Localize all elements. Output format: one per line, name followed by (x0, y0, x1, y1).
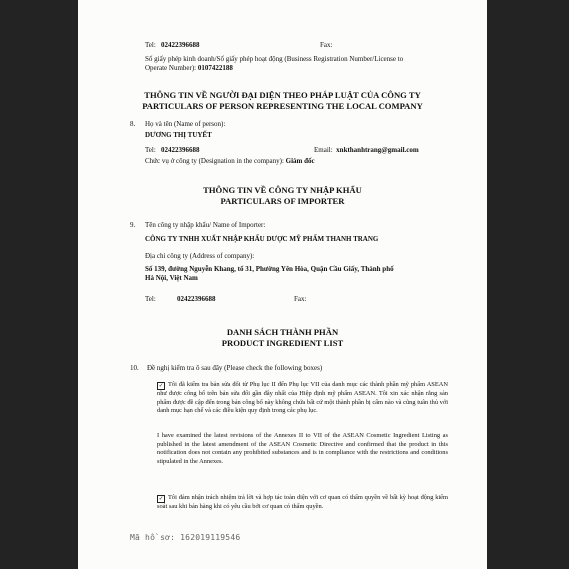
representative-item-number: 8. (130, 120, 136, 128)
file-code-stamp: Mã hồ sơ: 162019119546 (130, 533, 241, 542)
local-company-fax: Fax: (320, 41, 333, 49)
importer-tel-label: Tel: (145, 295, 156, 303)
importer-address-line-1: Số 139, đường Nguyễn Khang, tổ 31, Phường Yên Hòa, Quận Cầu Giấy, Thành phố (145, 265, 394, 273)
ingredients-instruction: Đề nghị kiểm tra ô sau đây (Please check the following boxes) (147, 364, 323, 372)
checkbox-paragraph-1-en: I have examined the latest revisions of the Annexes II to VII of the ASEAN Cosmetic Ingredient Listing as published in the latest amendment of the ASEAN Cosmetic Directive and confirmed that the product in this notification does not contain any prohibited substances and is in compliance with the restrictions and conditions stipulated in the Annexes. (157, 432, 448, 465)
local-company-tel: Tel: 02422396688 (145, 41, 200, 49)
checkbox-checked-icon[interactable]: ✓ (158, 496, 164, 502)
importer-name-value: CÔNG TY TNHH XUẤT NHẬP KHẨU DƯỢC MỸ PHẨM THANH TRANG (145, 235, 379, 243)
ingredients-heading-vi: DANH SÁCH THÀNH PHẦN (226, 327, 339, 337)
importer-heading-en: PARTICULARS OF IMPORTER (220, 196, 345, 206)
representative-heading-vi: THÔNG TIN VỀ NGƯỜI ĐẠI DIỆN THEO PHÁP LUẬT CỦA CÔNG TY (144, 90, 421, 100)
importer-name-label: Tên công ty nhập khẩu/ Name of Importer: (145, 221, 266, 229)
representative-tel: Tel: 02422396688 (145, 146, 200, 154)
ingredients-heading-en: PRODUCT INGREDIENT LIST (221, 338, 344, 348)
importer-item-number: 9. (130, 221, 136, 229)
license-line-2: Operate Number): 0107422188 (145, 64, 233, 72)
viewer-left-margin (0, 0, 78, 569)
importer-address-label: Địa chỉ công ty (Address of company): (145, 252, 255, 260)
checkbox-checked-icon[interactable]: ✓ (158, 383, 164, 389)
license-line-1: Số giấy phép kinh doanh/Số giấy phép hoạt động (Business Registration Number/License to (145, 55, 404, 63)
importer-tel-value: 02422396688 (177, 295, 216, 303)
viewer-right-margin (487, 0, 569, 569)
checkbox-paragraph-1-vi: ✓ Tôi đã kiểm tra bản sửa đổi từ Phụ lục II đến Phụ lục VII của danh mục các thành phần mỹ phẩm ASEAN như được công bố trên bản sửa đổi gần đây nhất của Hiệp định mỹ phẩm ASEAN. Tôi xin xác nhận rằng sản phẩm được đề cập đến trong bản công bố này không chứa bất cứ một thành phần bị cấm nào và cũng tuân thủ với danh mục hạn chế và các điều kiện quy định trong các phụ lục. (157, 381, 448, 415)
ingredients-item-number: 10. (130, 364, 139, 372)
representative-name-value: DƯƠNG THỊ TUYẾT (145, 131, 212, 139)
representative-email: Email: xnkthanhtrang@gmail.com (314, 146, 419, 154)
document-page (78, 0, 487, 569)
importer-heading-vi: THÔNG TIN VỀ CÔNG TY NHẬP KHẨU (203, 185, 362, 195)
representative-name-label: Họ và tên (Name of person): (145, 120, 226, 128)
representative-heading-en: PARTICULARS OF PERSON REPRESENTING THE LOCAL COMPANY (142, 101, 423, 111)
representative-position: Chức vụ ở công ty (Designation in the company): Giám đốc (145, 157, 315, 165)
importer-fax-label: Fax: (294, 295, 307, 303)
checkbox-paragraph-2-vi: ✓ Tôi đảm nhận trách nhiệm trả lời và hợp tác toàn diện với cơ quan có thẩm quyền về bất kỳ hoạt động kiểm soát sau khi bán hàng khi có yêu cầu bởi cơ quan có thẩm quyền. (157, 494, 448, 510)
importer-address-line-2: Hà Nội, Việt Nam (145, 274, 198, 282)
